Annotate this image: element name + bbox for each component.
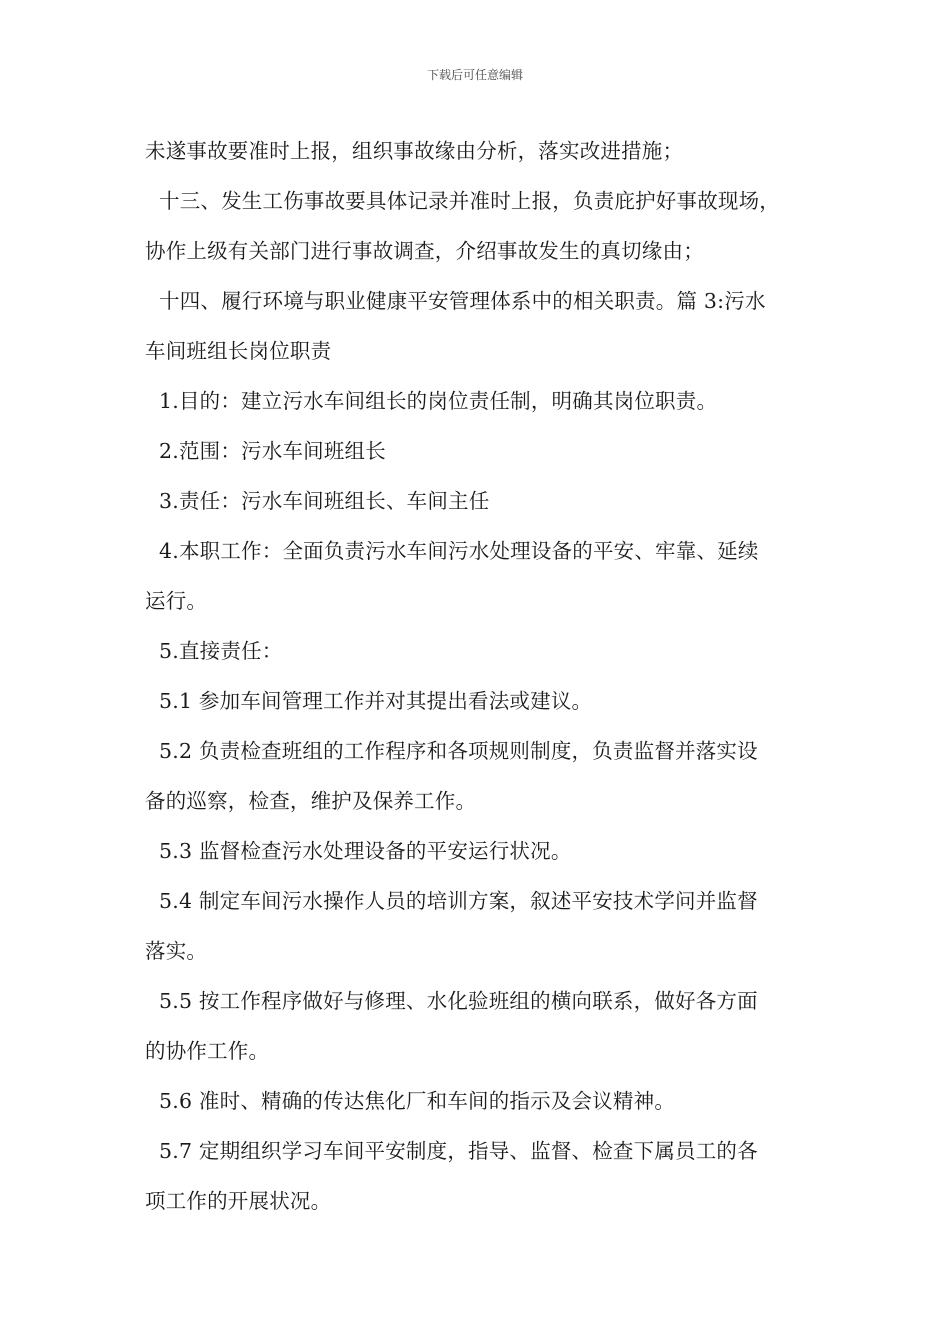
text-line: 备的巡察，检查，维护及保养工作。 [145, 789, 477, 813]
text-line: 5.直接责任： [159, 639, 283, 663]
text-line: 的协作工作。 [145, 1039, 270, 1063]
document-body [145, 134, 825, 1234]
text-line: 5.3 监督检查污水处理设备的平安运行状况。 [159, 839, 572, 863]
text-line: 1.目的：建立污水车间组长的岗位责任制，明确其岗位职责。 [159, 389, 718, 413]
text-line: 5.6 准时、精确的传达焦化厂和车间的指示及会议精神。 [159, 1089, 676, 1113]
text-line: 3.责任：污水车间班组长、车间主任 [159, 489, 490, 513]
text-line: 5.5 按工作程序做好与修理、水化验班组的横向联系，做好各方面 [159, 989, 758, 1013]
text-line: 车间班组长岗位职责 [145, 339, 332, 363]
text-line: 5.4 制定车间污水操作人员的培训方案，叙述平安技术学问并监督 [159, 889, 758, 913]
text-line: 5.7 定期组织学习车间平安制度，指导、监督、检查下属员工的各 [159, 1139, 758, 1163]
text-line: 项工作的开展状况。 [145, 1189, 332, 1213]
text-line: 十四、履行环境与职业健康平安管理体系中的相关职责。篇 3:污水 [159, 289, 766, 313]
text-line: 5.1 参加车间管理工作并对其提出看法或建议。 [159, 689, 593, 713]
text-line: 5.2 负责检查班组的工作程序和各项规则制度，负责监督并落实设 [159, 739, 758, 763]
text-line: 2.范围：污水车间班组长 [159, 439, 386, 463]
text-line: 协作上级有关部门进行事故调查，介绍事故发生的真切缘由； [145, 239, 704, 263]
text-line: 未遂事故要准时上报，组织事故缘由分析，落实改进措施； [145, 139, 684, 163]
text-line: 运行。 [145, 589, 208, 613]
text-line: 十三、发生工伤事故要具体记录并准时上报，负责庇护好事故现场， [159, 189, 780, 213]
page-header: 下载后可任意编辑 [426, 68, 523, 82]
text-line: 落实。 [145, 939, 208, 963]
text-line: 4.本职工作：全面负责污水车间污水处理设备的平安、牢靠、延续 [159, 539, 759, 563]
